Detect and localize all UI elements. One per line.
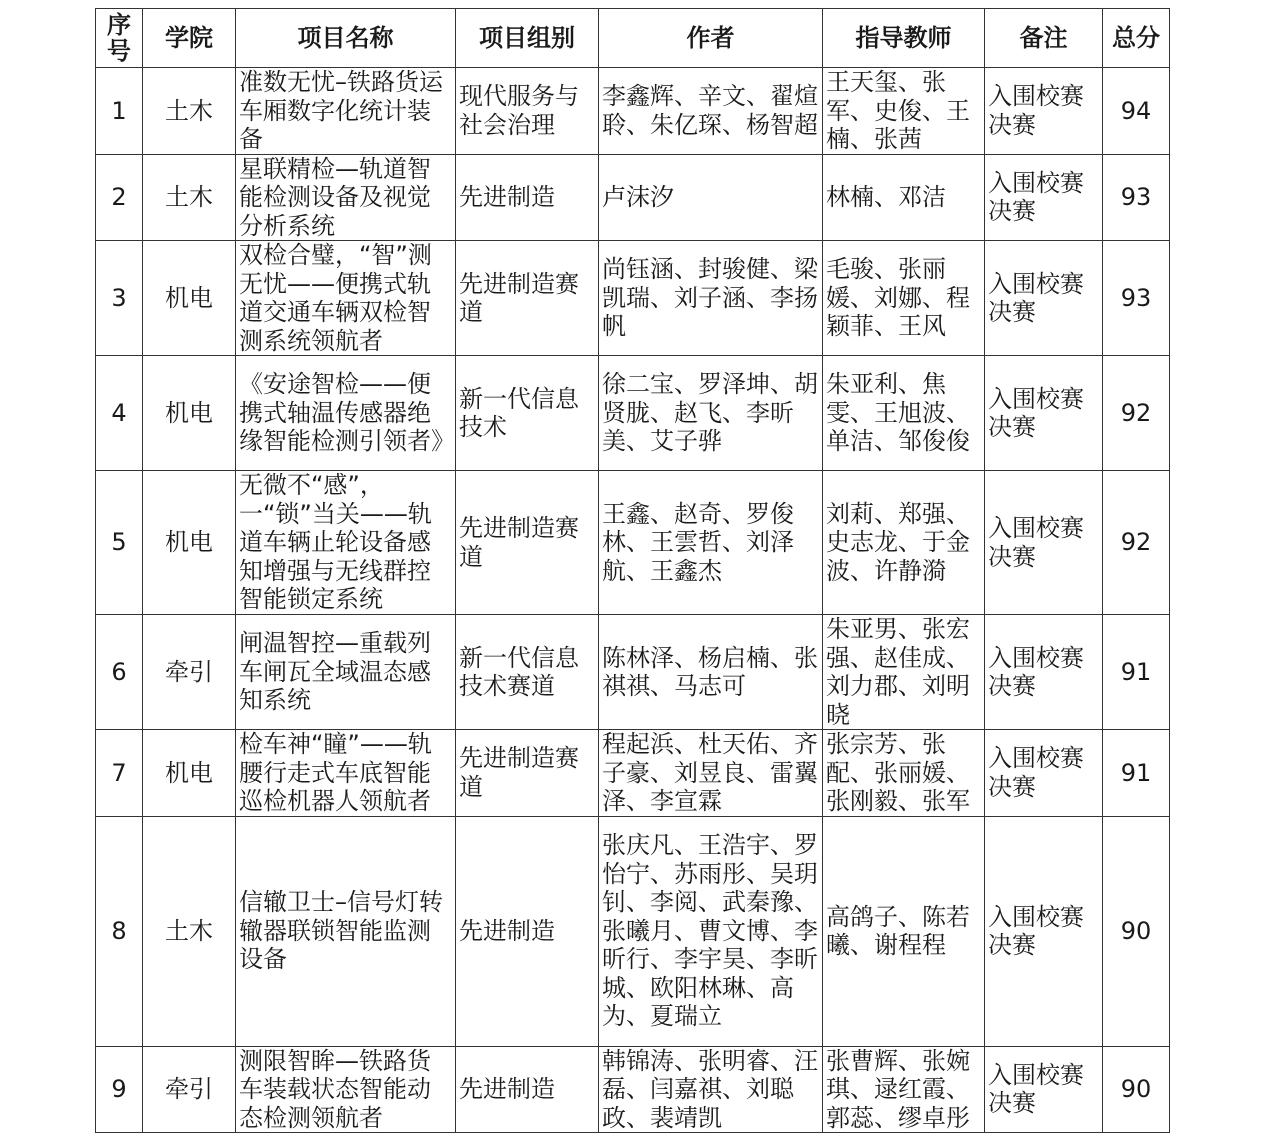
row-score: 91 <box>1103 615 1170 730</box>
row-no: 7 <box>96 730 143 817</box>
row-project: 闸温智控—重载列车闸瓦全域温态感知系统 <box>236 615 456 730</box>
row-note: 入围校赛决赛 <box>985 471 1103 615</box>
row-group: 先进制造 <box>456 154 599 241</box>
row-group: 新一代信息技术赛道 <box>456 615 599 730</box>
row-advisors: 张曹辉、张婉琪、逯红霞、郭蕊、缪卓彤 <box>823 1046 985 1133</box>
row-advisors: 林楠、邓洁 <box>823 154 985 241</box>
row-college: 牵引 <box>143 1046 236 1133</box>
row-group: 现代服务与社会治理 <box>456 68 599 155</box>
row-project: 双检合璧，“智”测无忧——便携式轨道交通车辆双检智测系统领航者 <box>236 241 456 356</box>
row-authors: 尚钰涵、封骏健、梁凯瑞、刘子涵、李扬帆 <box>599 241 823 356</box>
table-row <box>96 68 1170 155</box>
row-college: 机电 <box>143 241 236 356</box>
row-no: 8 <box>96 816 143 1046</box>
row-no: 3 <box>96 241 143 356</box>
row-authors: 卢沫汐 <box>599 154 823 241</box>
header-row <box>96 9 1170 68</box>
row-note: 入围校赛决赛 <box>985 68 1103 155</box>
row-note: 入围校赛决赛 <box>985 356 1103 471</box>
row-score: 92 <box>1103 356 1170 471</box>
row-authors: 徐二宝、罗泽坤、胡贤胧、赵飞、李昕美、艾子骅 <box>599 356 823 471</box>
row-note: 入围校赛决赛 <box>985 241 1103 356</box>
row-advisors: 朱亚利、焦雯、王旭波、单洁、邹俊俊 <box>823 356 985 471</box>
row-authors: 程起浜、杜天佑、齐子豪、刘昱良、雷翼泽、李宣霖 <box>599 730 823 817</box>
row-advisors: 张宗芳、张配、张丽媛、张刚毅、张军 <box>823 730 985 817</box>
row-college: 牵引 <box>143 615 236 730</box>
row-college: 土木 <box>143 154 236 241</box>
row-project: 无微不“感”，一“锁”当关——轨道车辆止轮设备感知增强与无线群控智能锁定系统 <box>236 471 456 615</box>
row-no: 9 <box>96 1046 143 1133</box>
row-authors: 王鑫、赵奇、罗俊林、王雲哲、刘泽航、王鑫杰 <box>599 471 823 615</box>
row-group: 先进制造 <box>456 816 599 1046</box>
row-note: 入围校赛决赛 <box>985 730 1103 817</box>
table-row <box>96 471 1170 615</box>
row-project: 《安途智检——便携式轴温传感器绝缘智能检测引领者》 <box>236 356 456 471</box>
header-authors: 作者 <box>599 9 823 68</box>
row-no: 2 <box>96 154 143 241</box>
row-advisors: 朱亚男、张宏强、赵佳成、刘力郡、刘明晓 <box>823 615 985 730</box>
results-table <box>95 8 1170 1133</box>
row-score: 92 <box>1103 471 1170 615</box>
header-advisors: 指导教师 <box>823 9 985 68</box>
row-project: 信辙卫士–信号灯转辙器联锁智能监测设备 <box>236 816 456 1046</box>
header-project: 项目名称 <box>236 9 456 68</box>
row-no: 4 <box>96 356 143 471</box>
row-group: 先进制造赛道 <box>456 471 599 615</box>
row-college: 机电 <box>143 730 236 817</box>
row-score: 93 <box>1103 241 1170 356</box>
row-college: 土木 <box>143 68 236 155</box>
table-row <box>96 615 1170 730</box>
row-score: 91 <box>1103 730 1170 817</box>
row-college: 机电 <box>143 471 236 615</box>
row-advisors: 毛骏、张丽媛、刘娜、程颖菲、王风 <box>823 241 985 356</box>
header-group: 项目组别 <box>456 9 599 68</box>
row-group: 先进制造赛道 <box>456 241 599 356</box>
row-college: 土木 <box>143 816 236 1046</box>
table-row <box>96 730 1170 817</box>
row-note: 入围校赛决赛 <box>985 816 1103 1046</box>
row-authors: 张庆凡、王浩宇、罗怡宁、苏雨彤、吴玥钊、李阅、武秦豫、张曦月、曹文博、李昕行、李宇昊、李昕城、欧阳林琳、高为、夏瑞立 <box>599 816 823 1046</box>
row-authors: 李鑫辉、辛文、翟煊聆、朱亿琛、杨智超 <box>599 68 823 155</box>
header-college: 学院 <box>143 9 236 68</box>
row-group: 先进制造 <box>456 1046 599 1133</box>
row-note: 入围校赛决赛 <box>985 1046 1103 1133</box>
row-group: 先进制造赛道 <box>456 730 599 817</box>
row-advisors: 刘莉、郑强、史志龙、于金波、许静漪 <box>823 471 985 615</box>
header-seq: 序号 <box>96 9 143 68</box>
row-note: 入围校赛决赛 <box>985 154 1103 241</box>
row-no: 1 <box>96 68 143 155</box>
header-note: 备注 <box>985 9 1103 68</box>
table-row <box>96 816 1170 1046</box>
row-college: 机电 <box>143 356 236 471</box>
row-advisors: 王天玺、张军、史俊、王楠、张茜 <box>823 68 985 155</box>
table-row <box>96 154 1170 241</box>
row-score: 94 <box>1103 68 1170 155</box>
row-group: 新一代信息技术 <box>456 356 599 471</box>
row-authors: 陈林泽、杨启楠、张祺祺、马志可 <box>599 615 823 730</box>
table-row <box>96 356 1170 471</box>
row-score: 93 <box>1103 154 1170 241</box>
row-advisors: 高鸽子、陈若曦、谢程程 <box>823 816 985 1046</box>
row-project: 星联精检—轨道智能检测设备及视觉分析系统 <box>236 154 456 241</box>
row-authors: 韩锦涛、张明睿、汪磊、闫嘉祺、刘聪政、裴靖凯 <box>599 1046 823 1133</box>
row-score: 90 <box>1103 1046 1170 1133</box>
row-project: 检车神“瞳”——轨腰行走式车底智能巡检机器人领航者 <box>236 730 456 817</box>
row-score: 90 <box>1103 816 1170 1046</box>
header-score: 总分 <box>1103 9 1170 68</box>
row-note: 入围校赛决赛 <box>985 615 1103 730</box>
row-project: 准数无忧–铁路货运车厢数字化统计装备 <box>236 68 456 155</box>
row-project: 测限智眸—铁路货车装载状态智能动态检测领航者 <box>236 1046 456 1133</box>
row-no: 5 <box>96 471 143 615</box>
row-no: 6 <box>96 615 143 730</box>
table-row <box>96 1046 1170 1133</box>
table-row <box>96 241 1170 356</box>
